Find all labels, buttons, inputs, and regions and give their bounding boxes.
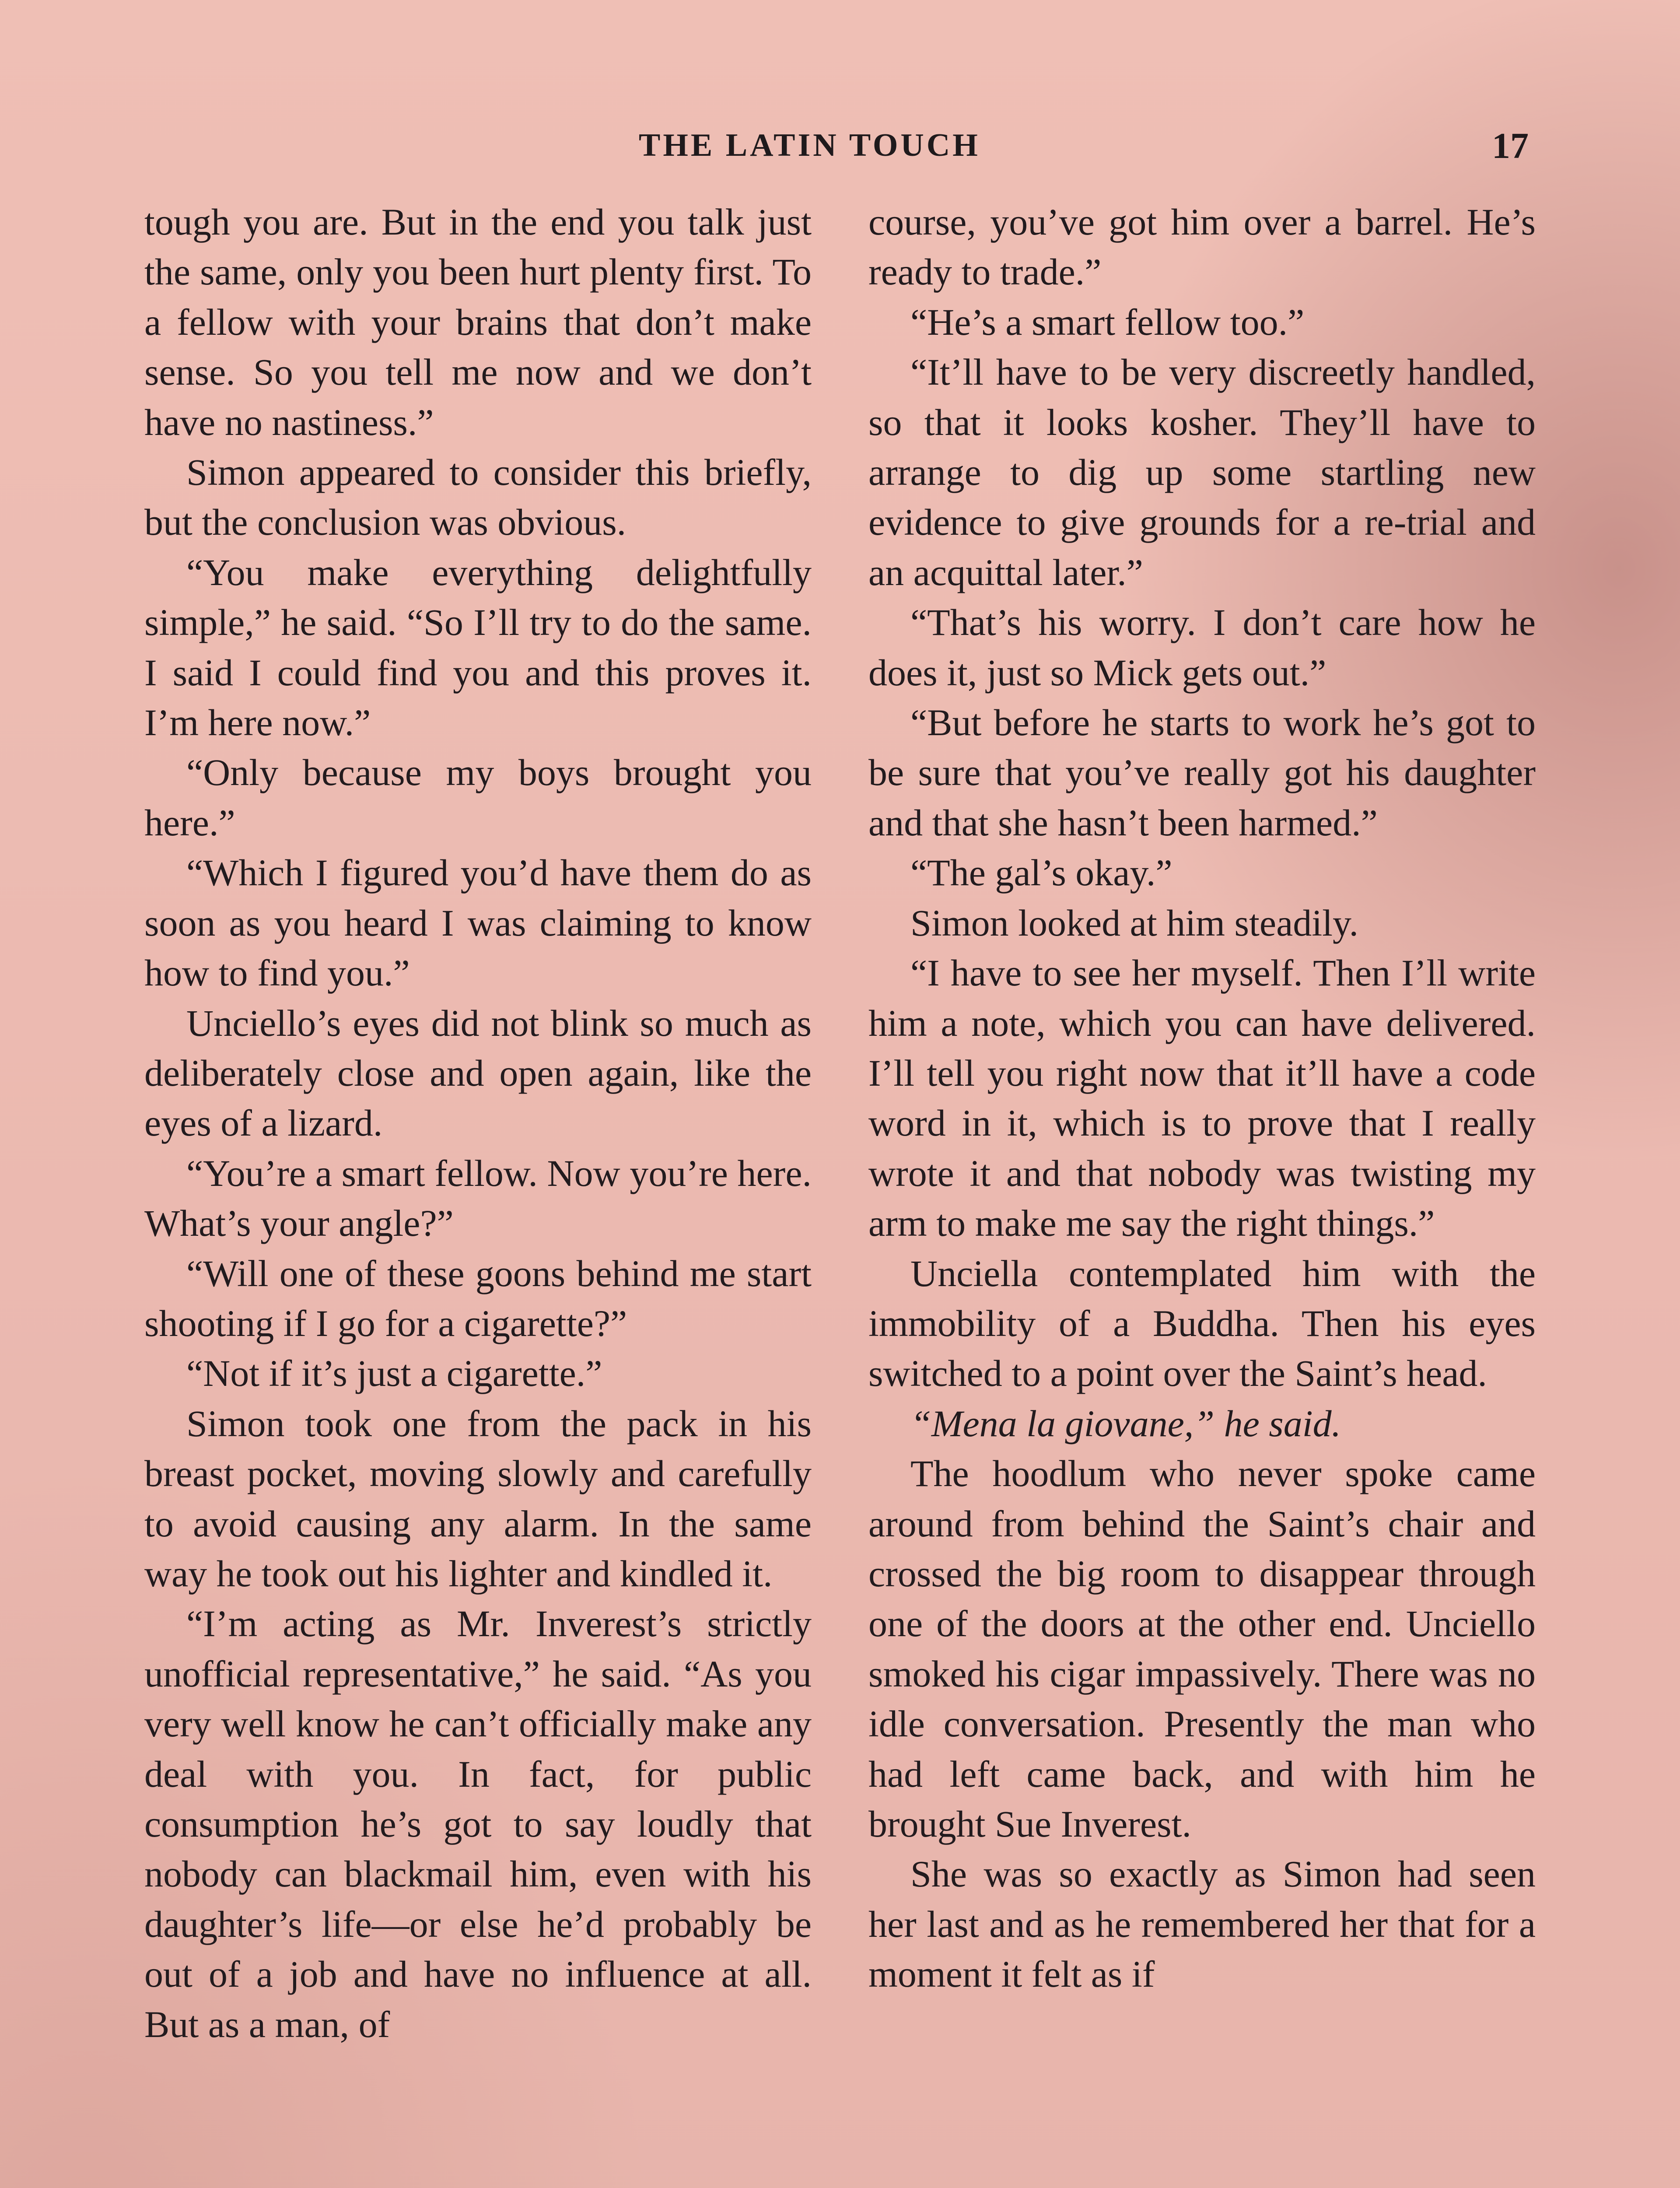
paragraph: “Will one of these goons behind me start shooting if I go for a cigarette?” [144, 1252, 812, 1344]
paragraph: “Which I figured you’d have them do as soon as you heard I was claiming to know how to find you.” [144, 852, 812, 994]
paragraph: She was so exactly as Simon had seen her last and as he remembered her that for a moment it felt as if [868, 1853, 1536, 1995]
paragraph: Simon took one from the pack in his breast pocket, moving slowly and carefully to avoid causing any alarm. In the same way he took out his lighter and kindled it. [144, 1402, 812, 1595]
paragraph: tough you are. But in the end you talk just the same, only you been hurt plenty first. To a fellow with your brains that don’t make sense. So you tell me now and we don’t have no nastiness.” [144, 201, 812, 443]
paragraph: “But before he starts to work he’s got to be sure that you’ve really got his daughter and that she hasn’t been harmed.” [868, 701, 1536, 844]
paragraph: Simon appeared to consider this briefly, but the conclusion was obvious. [144, 451, 812, 543]
paragraph: “You’re a smart fellow. Now you’re here. What’s your angle?” [144, 1152, 812, 1245]
right-column [868, 197, 1536, 1999]
paragraph: “He’s a smart fellow too.” [910, 301, 1305, 343]
left-column [144, 197, 812, 2049]
paragraph: “Not if it’s just a cigarette.” [186, 1352, 602, 1395]
paragraph: “Only because my boys brought you here.” [144, 751, 812, 844]
paragraph: “I’m acting as Mr. Inverest’s strictly unofficial representative,” he said. “As you very well know he can’t officially make any deal with you. In fact, for public consumption he’s got to say loudly that nobody can blackmail him, even with his daughter’s life—or else he’d probably be out of a job and have no influence at all. But as a man, of [144, 1602, 812, 2045]
paragraph: “You make everything delightfully simple,” he said. “So I’ll try to do the same. I said I could find you and this proves it. I’m here now.” [144, 551, 812, 744]
paragraph: The hoodlum who never spoke came around from behind the Saint’s chair and crossed the big room to disappear through one of the doors at the other end. Unciello smoked his cigar impassively. There was no idle conversation. Presently the man who had left came back, and with him he brought Sue Inverest. [868, 1452, 1536, 1845]
paragraph: course, you’ve got him over a barrel. He’s ready to trade.” [868, 201, 1536, 293]
paragraph: “The gal’s okay.” [910, 852, 1172, 894]
paragraph: “It’ll have to be very discreetly handled, so that it looks kosher. They’ll have to arrange to dig up some startling new evidence to give grounds for a re-trial and an acquittal later.” [868, 351, 1536, 593]
paragraph: Simon looked at him steadily. [910, 901, 1358, 944]
paragraph: Unciella contemplated him with the immobility of a Buddha. Then his eyes switched to a point over the Saint’s head. [868, 1252, 1536, 1395]
paragraph-italic-quote: “Mena la giovane,” he said. [910, 1402, 1341, 1445]
paragraph: Unciello’s eyes did not blink so much as deliberately close and open again, like the eyes of a lizard. [144, 1002, 812, 1144]
paragraph: “I have to see her myself. Then I’ll write him a note, which you can have delivered. I’ll tell you right now that it’ll have a code word in it, which is to prove that I really wrote it and that nobody was twisting my arm to make me say the right things.” [868, 952, 1536, 1245]
paragraph: “That’s his worry. I don’t care how he does it, just so Mick gets out.” [868, 601, 1536, 694]
page-number: 17 [1492, 126, 1529, 166]
running-title: THE LATIN TOUCH [639, 127, 980, 163]
